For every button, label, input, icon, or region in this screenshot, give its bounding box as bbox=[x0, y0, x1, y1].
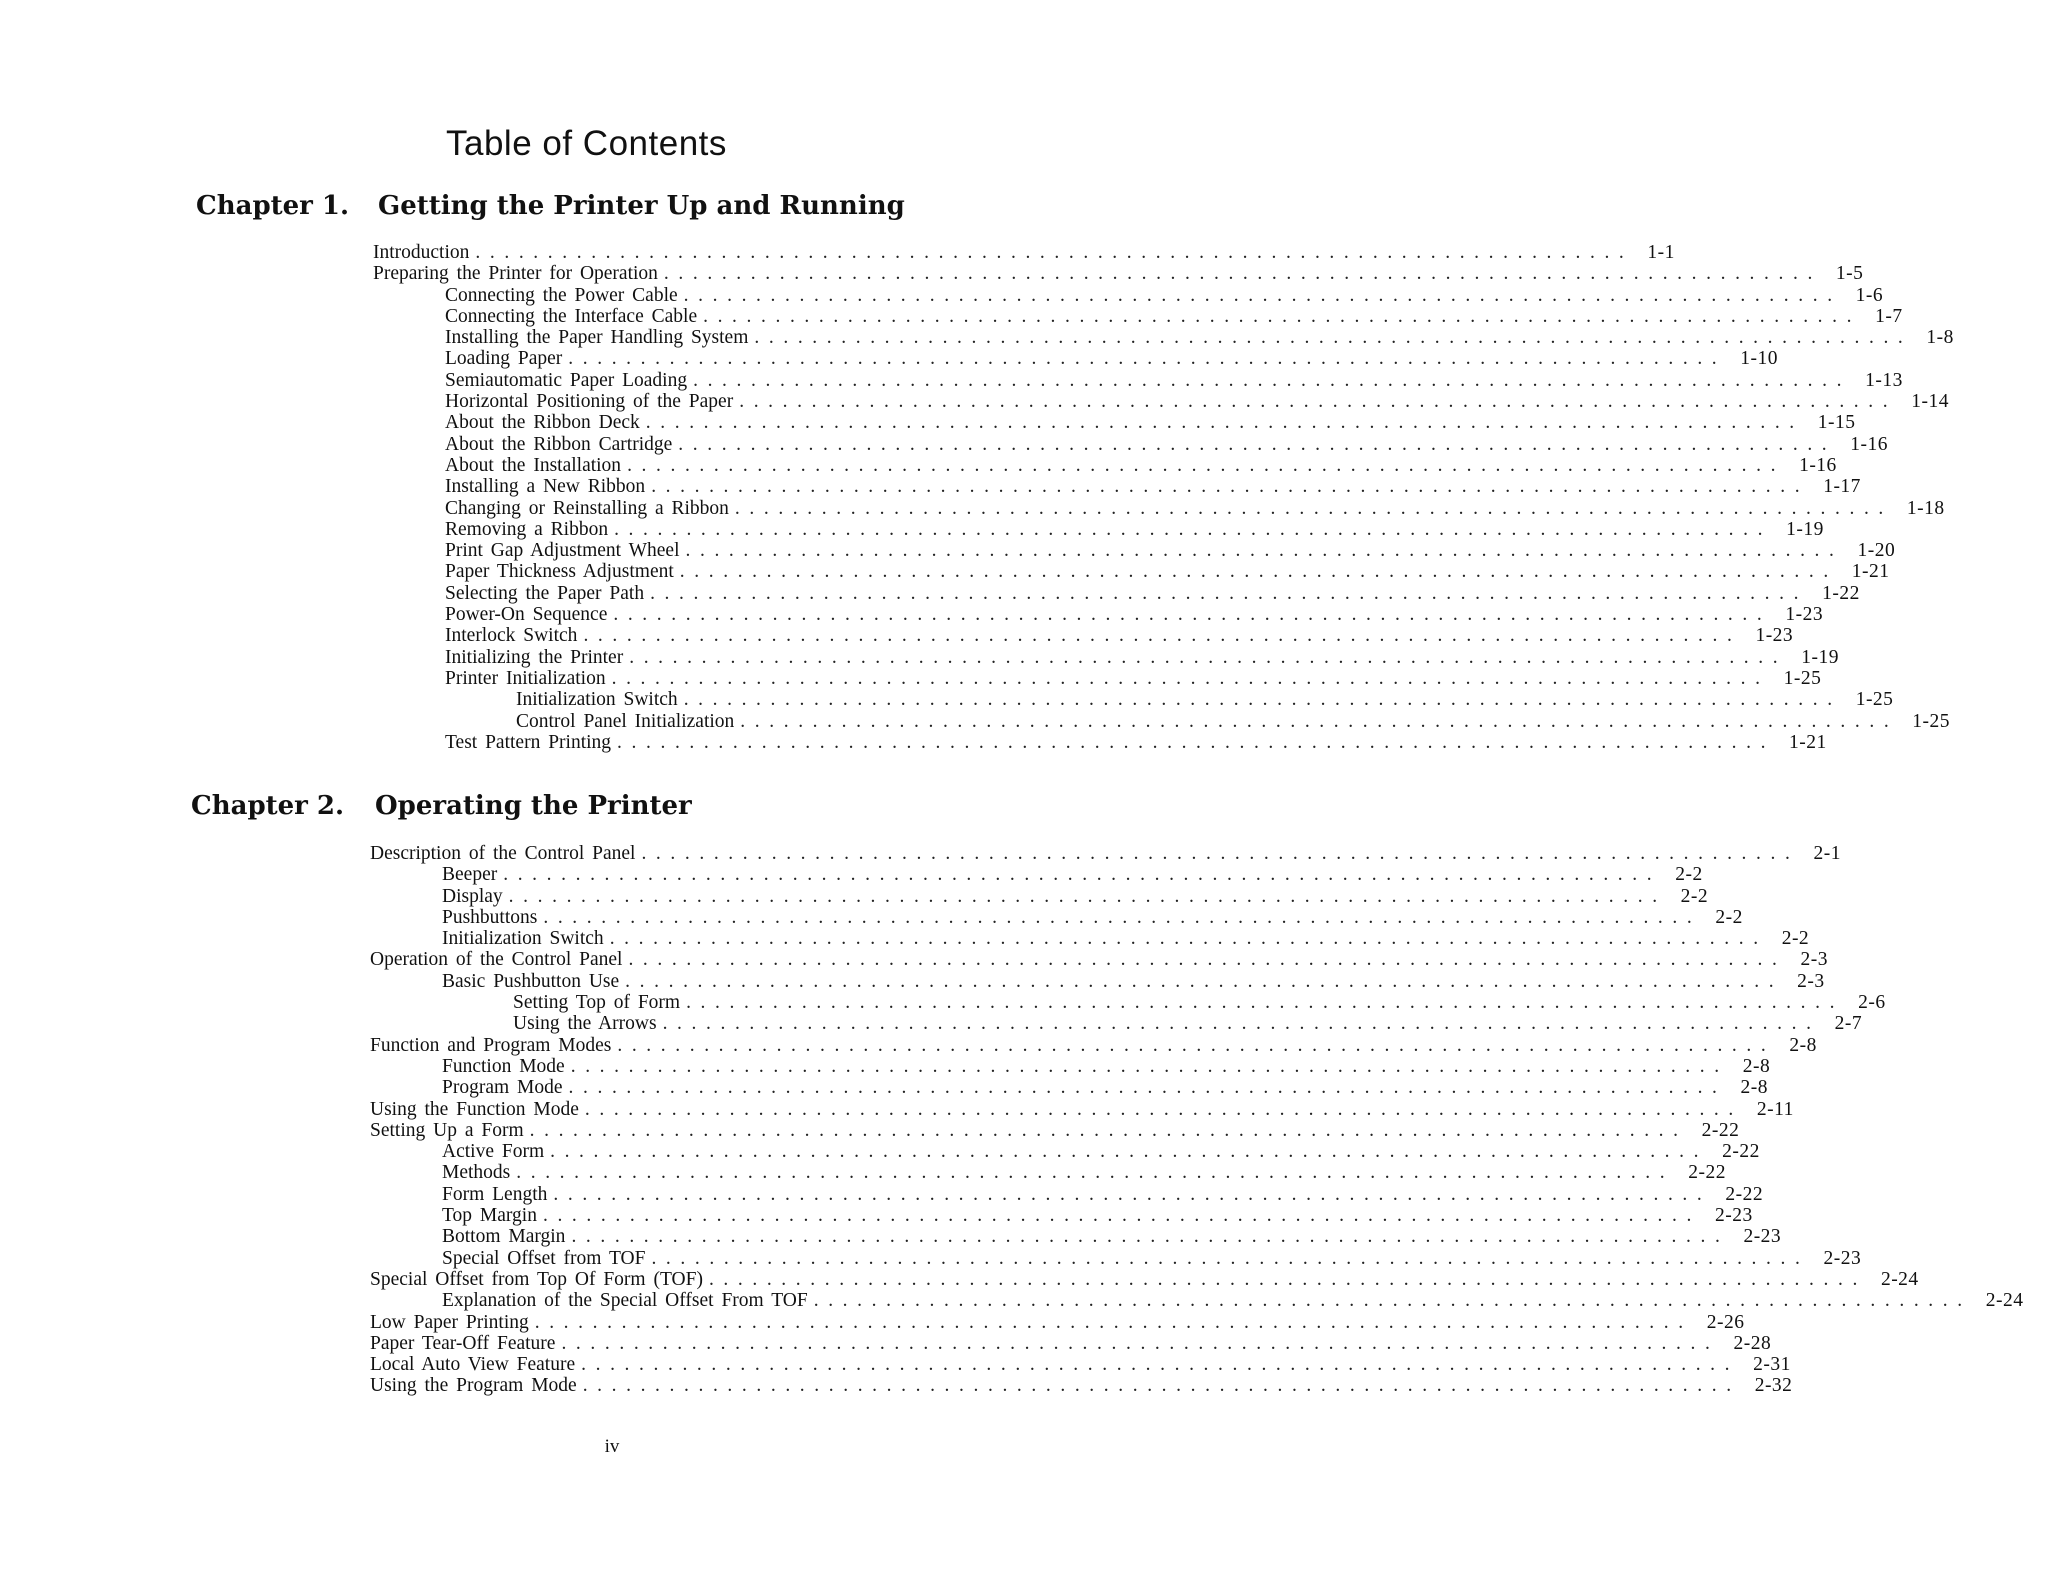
toc-entry-title: Setting Top of Form bbox=[513, 992, 681, 1014]
toc-entry bbox=[370, 1226, 1782, 1248]
toc-entry bbox=[373, 710, 1951, 732]
toc-entry bbox=[370, 1098, 1794, 1120]
dot-leader: ................................................................................ bbox=[534, 1311, 1693, 1333]
chapter-1-heading bbox=[0, 186, 1224, 226]
toc-entry bbox=[370, 928, 1810, 950]
dot-leader: ................................................................................ bbox=[739, 391, 1898, 413]
dot-leader: ................................................................................ bbox=[516, 1162, 1675, 1184]
toc-entry bbox=[373, 305, 1903, 327]
toc-entry-title: Initializing the Printer bbox=[445, 646, 624, 668]
dot-leader: ................................................................................ bbox=[628, 949, 1787, 971]
dot-leader: ................................................................................ bbox=[508, 885, 1667, 907]
toc-entry bbox=[370, 1332, 1772, 1354]
toc-entry-title: Introduction bbox=[373, 242, 470, 263]
toc-entry-page: 1-6 bbox=[1855, 284, 1884, 306]
toc-entry bbox=[370, 1162, 1726, 1184]
toc-entry-page: 1-25 bbox=[1855, 689, 1894, 711]
toc-entry bbox=[370, 1183, 1764, 1205]
dot-leader: ................................................................................ bbox=[570, 1055, 1729, 1077]
toc-entry-page: 1-7 bbox=[1875, 305, 1903, 327]
toc-entry-title: Installing a New Ribbon bbox=[445, 476, 646, 498]
toc-entry-title: Preparing the Printer for Operation bbox=[373, 263, 658, 285]
toc-entry-page: 1-23 bbox=[1755, 625, 1794, 647]
toc-entry bbox=[370, 1205, 1753, 1227]
page-title: Table of Contents bbox=[446, 124, 727, 163]
toc-entry-page: 2-24 bbox=[1880, 1268, 1919, 1290]
toc-entry-title: Initialization Switch bbox=[516, 689, 678, 711]
toc-entry-page: 2-22 bbox=[1725, 1183, 1764, 1205]
dot-leader: ................................................................................ bbox=[582, 1375, 1741, 1397]
toc-entry bbox=[370, 843, 1841, 864]
toc-entry-title: Paper Thickness Adjustment bbox=[445, 561, 674, 583]
toc-entry-page: 1-25 bbox=[1912, 710, 1951, 732]
dot-leader: ................................................................................ bbox=[662, 1013, 1821, 1035]
toc-entry bbox=[373, 454, 1837, 476]
toc-entry-page: 2-1 bbox=[1813, 843, 1841, 864]
dot-leader: ................................................................................ bbox=[568, 348, 1727, 370]
dot-leader: ................................................................................ bbox=[609, 928, 1768, 950]
toc-entry bbox=[370, 992, 1886, 1014]
dot-leader: ................................................................................ bbox=[583, 625, 1742, 647]
toc-entry-page: 2-23 bbox=[1823, 1247, 1862, 1269]
toc-entry-title: Basic Pushbutton Use bbox=[442, 970, 620, 992]
dot-leader: ................................................................................ bbox=[561, 1332, 1720, 1354]
toc-entry-title: Function and Program Modes bbox=[370, 1034, 612, 1056]
toc-entry-title: Special Offset from Top Of Form (TOF) bbox=[370, 1268, 703, 1290]
toc-entry bbox=[370, 949, 1828, 971]
toc-entry-page: 1-23 bbox=[1785, 604, 1824, 626]
toc-entry bbox=[373, 476, 1861, 498]
toc-entry-title: Bottom Margin bbox=[442, 1226, 566, 1248]
dot-leader: ................................................................................ bbox=[617, 731, 1776, 753]
toc-entry-page: 1-21 bbox=[1851, 561, 1890, 583]
dot-leader: ................................................................................ bbox=[571, 1226, 1730, 1248]
toc-entry bbox=[373, 561, 1890, 583]
dot-leader: ................................................................................ bbox=[734, 497, 1893, 519]
dot-leader: ................................................................................ bbox=[703, 305, 1862, 327]
toc-entry-title: Description of the Control Panel bbox=[370, 843, 636, 864]
toc-entry-page: 2-22 bbox=[1688, 1162, 1726, 1184]
toc-entry-page: 2-7 bbox=[1834, 1013, 1863, 1035]
toc-entry-page: 1-21 bbox=[1789, 731, 1827, 753]
toc-entry bbox=[370, 1141, 1760, 1163]
toc-entry-page: 1-16 bbox=[1850, 433, 1889, 455]
toc-entry bbox=[373, 604, 1824, 626]
toc-entry-title: About the Ribbon Deck bbox=[445, 412, 640, 434]
toc-entry-page: 2-3 bbox=[1797, 970, 1825, 992]
toc-entry-page: 2-28 bbox=[1733, 1332, 1772, 1354]
dot-leader: ................................................................................ bbox=[693, 369, 1852, 391]
dot-leader: ................................................................................ bbox=[685, 540, 1844, 562]
toc-entry-title: Connecting the Interface Cable bbox=[445, 305, 698, 327]
toc-entry-title: Explanation of the Special Offset From TOF bbox=[442, 1290, 808, 1312]
dot-leader: ................................................................................ bbox=[651, 476, 1810, 498]
toc-entry bbox=[370, 864, 1703, 886]
toc-entry-page: 1-19 bbox=[1786, 518, 1824, 540]
dot-leader: ................................................................................ bbox=[683, 689, 1842, 711]
toc-entry-page: 1-20 bbox=[1857, 540, 1896, 562]
dot-leader: ................................................................................ bbox=[614, 518, 1773, 540]
toc-entry-title: Print Gap Adjustment Wheel bbox=[445, 540, 680, 562]
chapter-label: Chapter 2. bbox=[191, 791, 345, 821]
toc-entry bbox=[370, 1354, 1791, 1376]
toc-entry-page: 1-1 bbox=[1647, 242, 1675, 263]
toc-entry bbox=[370, 1247, 1862, 1269]
toc-entry-title: Low Paper Printing bbox=[370, 1311, 529, 1333]
toc-entry-title: Control Panel Initialization bbox=[516, 710, 735, 732]
dot-leader: ................................................................................ bbox=[754, 327, 1913, 349]
dot-leader: ................................................................................ bbox=[550, 1141, 1709, 1163]
dot-leader: ................................................................................ bbox=[645, 412, 1804, 434]
dot-leader: ................................................................................ bbox=[625, 970, 1784, 992]
dot-leader: ................................................................................ bbox=[529, 1119, 1688, 1141]
dot-leader: ................................................................................ bbox=[475, 242, 1634, 263]
dot-leader: ................................................................................ bbox=[740, 710, 1899, 732]
toc-entry bbox=[373, 284, 1884, 306]
toc-entry-page: 2-22 bbox=[1701, 1119, 1740, 1141]
toc-entry-page: 2-24 bbox=[1985, 1290, 2024, 1312]
toc-entry-title: Display bbox=[442, 885, 503, 907]
toc-entry bbox=[373, 263, 1864, 285]
toc-entry-page: 1-14 bbox=[1911, 391, 1949, 413]
toc-entry-title: Local Auto View Feature bbox=[370, 1354, 576, 1376]
toc-entry bbox=[373, 391, 1949, 413]
toc-entry-page: 1-18 bbox=[1906, 497, 1945, 519]
toc-entry-title: Changing or Reinstalling a Ribbon bbox=[445, 497, 729, 519]
toc-entry bbox=[373, 625, 1794, 647]
dot-leader: ................................................................................ bbox=[650, 582, 1809, 604]
toc-entry-title: Methods bbox=[442, 1162, 511, 1184]
dot-leader: ................................................................................ bbox=[813, 1290, 1972, 1312]
toc-entry-title: Special Offset from TOF bbox=[442, 1247, 646, 1269]
toc-entry bbox=[370, 906, 1743, 928]
toc-entry bbox=[370, 1119, 1740, 1141]
toc-entry-title: Function Mode bbox=[442, 1055, 565, 1077]
toc-entry bbox=[373, 327, 1954, 349]
toc-entry bbox=[373, 667, 1822, 689]
toc-entry-page: 1-5 bbox=[1835, 263, 1864, 285]
dot-leader: ................................................................................ bbox=[568, 1077, 1727, 1099]
dot-leader: ................................................................................ bbox=[686, 992, 1845, 1014]
toc-entry bbox=[373, 689, 1894, 711]
toc-entry-title: Semiautomatic Paper Loading bbox=[445, 369, 688, 391]
dot-leader: ................................................................................ bbox=[683, 284, 1842, 306]
toc-entry bbox=[373, 540, 1896, 562]
toc-entry-title: Top Margin bbox=[442, 1205, 537, 1227]
dot-leader: ................................................................................ bbox=[678, 433, 1837, 455]
toc-entry-page: 2-32 bbox=[1754, 1375, 1793, 1397]
toc-entry-page: 2-6 bbox=[1858, 992, 1886, 1014]
page-number: iv bbox=[604, 1436, 620, 1457]
toc-entry bbox=[373, 497, 1945, 519]
toc-entry-title: Beeper bbox=[442, 864, 498, 886]
toc-entry-title: Operation of the Control Panel bbox=[370, 949, 623, 971]
dot-leader: ................................................................................ bbox=[613, 604, 1772, 626]
toc-entry-page: 2-11 bbox=[1756, 1098, 1794, 1120]
dot-leader: ................................................................................ bbox=[611, 667, 1770, 689]
toc-entry-page: 1-19 bbox=[1801, 646, 1839, 668]
toc-entry-title: Selecting the Paper Path bbox=[445, 582, 645, 604]
toc-entry-title: Using the Program Mode bbox=[370, 1375, 577, 1397]
toc-entry-title: Initialization Switch bbox=[442, 928, 604, 950]
toc-entry-title: Program Mode bbox=[442, 1077, 563, 1099]
toc-entry-page: 2-23 bbox=[1714, 1205, 1753, 1227]
toc-entry bbox=[370, 1055, 1771, 1077]
toc-entry bbox=[370, 1375, 1793, 1397]
toc-entry-page: 2-22 bbox=[1722, 1141, 1760, 1163]
toc-entry-title: Horizontal Positioning of the Paper bbox=[445, 391, 734, 413]
toc-entry-title: About the Ribbon Cartridge bbox=[445, 433, 673, 455]
toc-entry bbox=[370, 970, 1825, 992]
toc-entry bbox=[370, 885, 1709, 907]
toc-entry-title: Form Length bbox=[442, 1183, 548, 1205]
dot-leader: ................................................................................ bbox=[543, 906, 1702, 928]
chapter-2-heading bbox=[0, 786, 1224, 826]
toc-entry-title: Setting Up a Form bbox=[370, 1119, 524, 1141]
toc-entry bbox=[370, 1290, 2024, 1312]
dot-leader: ................................................................................ bbox=[542, 1205, 1701, 1227]
toc-entry-page: 1-22 bbox=[1822, 582, 1860, 604]
toc-entry-title: Removing a Ribbon bbox=[445, 518, 609, 540]
chapter-label: Chapter 1. bbox=[196, 191, 350, 221]
toc-entry-page: 2-2 bbox=[1781, 928, 1810, 950]
toc-entry bbox=[373, 348, 1779, 370]
dot-leader: ................................................................................ bbox=[617, 1034, 1776, 1056]
toc-entry-page: 1-17 bbox=[1823, 476, 1861, 498]
toc-entry-page: 2-8 bbox=[1740, 1077, 1769, 1099]
toc-entry-title: Connecting the Power Cable bbox=[445, 284, 678, 306]
toc-entry bbox=[373, 242, 1675, 263]
toc-entry bbox=[373, 433, 1889, 455]
toc-entry bbox=[373, 369, 1903, 391]
dot-leader: ................................................................................ bbox=[584, 1098, 1743, 1120]
toc-entry-title: Paper Tear-Off Feature bbox=[370, 1332, 556, 1354]
toc-entry-page: 2-8 bbox=[1742, 1055, 1771, 1077]
dot-leader: ................................................................................ bbox=[641, 843, 1800, 864]
toc-entry-page: 2-26 bbox=[1706, 1311, 1745, 1333]
chapter-2-entries bbox=[370, 843, 2024, 1397]
toc-entry-page: 2-2 bbox=[1675, 864, 1703, 886]
toc-entry bbox=[370, 1013, 1863, 1035]
toc-entry-page: 2-23 bbox=[1743, 1226, 1782, 1248]
toc-entry bbox=[373, 412, 1856, 434]
toc-entry-title: Power-On Sequence bbox=[445, 604, 608, 626]
toc-entry-title: Interlock Switch bbox=[445, 625, 578, 647]
toc-entry bbox=[373, 731, 1827, 753]
toc-entry-page: 2-3 bbox=[1800, 949, 1828, 971]
toc-entry-page: 2-31 bbox=[1753, 1354, 1791, 1376]
toc-entry-page: 2-8 bbox=[1789, 1034, 1817, 1056]
toc-entry-title: Active Form bbox=[442, 1141, 545, 1163]
toc-entry bbox=[370, 1034, 1817, 1056]
dot-leader: ................................................................................ bbox=[581, 1354, 1740, 1376]
toc-entry-title: Pushbuttons bbox=[442, 906, 538, 928]
toc-entry bbox=[373, 646, 1839, 668]
toc-entry bbox=[373, 518, 1824, 540]
toc-entry-page: 1-8 bbox=[1926, 327, 1954, 349]
toc-entry-page: 1-16 bbox=[1799, 454, 1837, 476]
dot-leader: ................................................................................ bbox=[663, 263, 1822, 285]
toc-entry-title: Using the Arrows bbox=[513, 1013, 657, 1035]
toc-entry bbox=[370, 1311, 1745, 1333]
toc-entry-page: 1-10 bbox=[1740, 348, 1779, 370]
toc-entry bbox=[370, 1077, 1769, 1099]
toc-entry bbox=[373, 582, 1860, 604]
toc-entry-page: 2-2 bbox=[1680, 885, 1709, 907]
dot-leader: ................................................................................ bbox=[503, 864, 1662, 886]
dot-leader: ................................................................................ bbox=[629, 646, 1788, 668]
dot-leader: ................................................................................ bbox=[708, 1268, 1867, 1290]
toc-entry-page: 2-2 bbox=[1715, 906, 1743, 928]
toc-entry-title: Printer Initialization bbox=[445, 667, 606, 689]
chapter-title: Getting the Printer Up and Running bbox=[378, 191, 905, 221]
toc-entry-page: 1-15 bbox=[1817, 412, 1856, 434]
toc-entry-title: Using the Function Mode bbox=[370, 1098, 579, 1120]
toc-entry-title: Loading Paper bbox=[445, 348, 563, 370]
toc-entry bbox=[370, 1268, 1919, 1290]
toc-entry-title: About the Installation bbox=[445, 454, 622, 476]
dot-leader: ................................................................................ bbox=[679, 561, 1838, 583]
dot-leader: ................................................................................ bbox=[627, 454, 1786, 476]
toc-entry-title: Test Pattern Printing bbox=[445, 731, 612, 753]
dot-leader: ................................................................................ bbox=[651, 1247, 1810, 1269]
toc-entry-page: 1-25 bbox=[1783, 667, 1822, 689]
chapter-1-entries bbox=[373, 242, 1954, 753]
toc-entry-page: 1-13 bbox=[1865, 369, 1903, 391]
dot-leader: ................................................................................ bbox=[553, 1183, 1712, 1205]
chapter-title: Operating the Printer bbox=[375, 791, 692, 821]
toc-entry-title: Installing the Paper Handling System bbox=[445, 327, 749, 349]
